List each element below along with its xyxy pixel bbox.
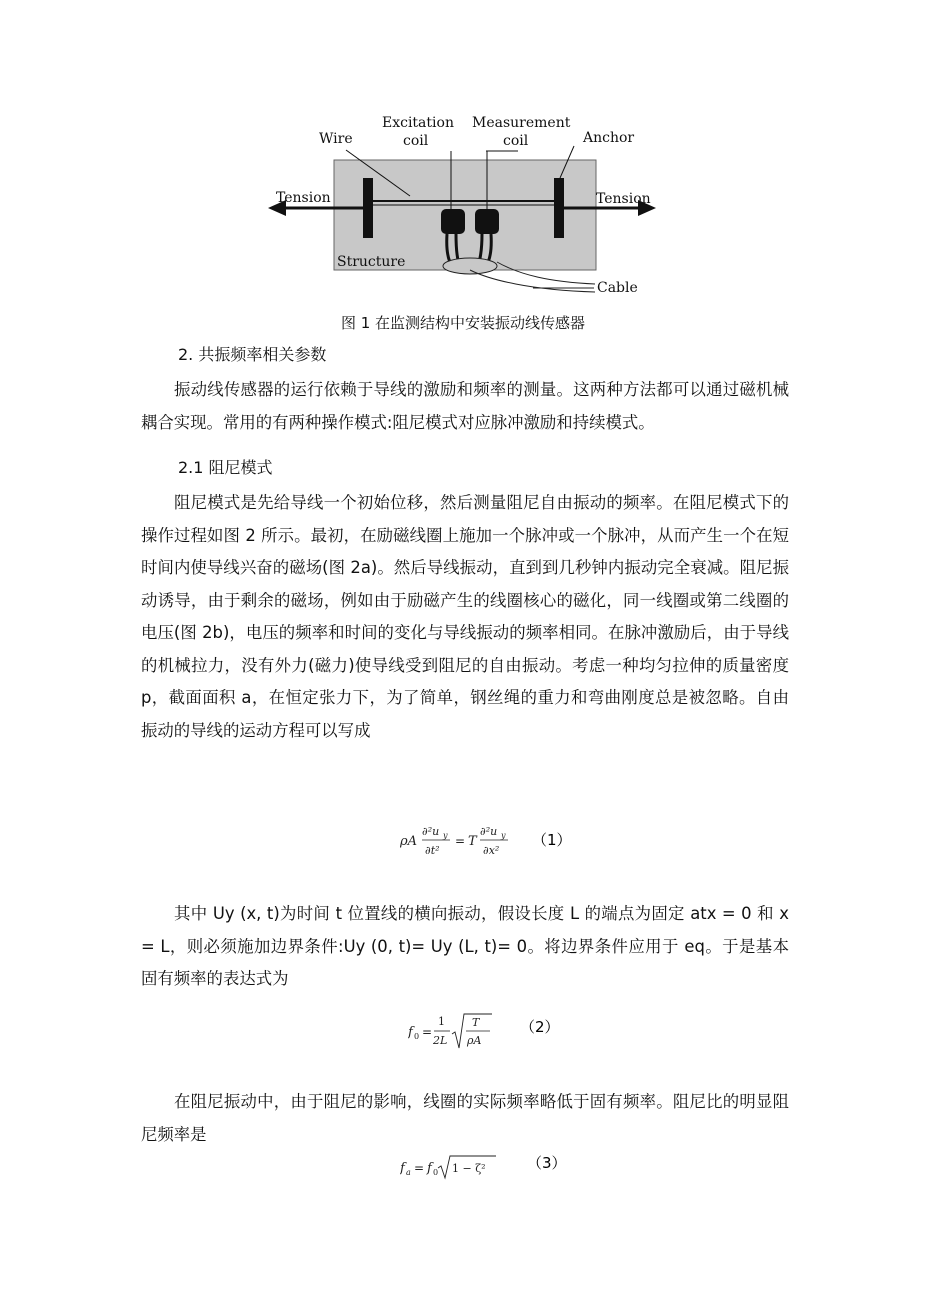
- svg-text:T: T: [468, 834, 477, 849]
- equation-1: [400, 818, 600, 862]
- section-heading-2-1: 2.1 阻尼模式: [178, 458, 273, 477]
- right-anchor: [554, 178, 564, 238]
- svg-text:∂²u: ∂²u: [422, 825, 440, 838]
- svg-text:1: 1: [438, 1015, 445, 1028]
- svg-text:=: =: [414, 1161, 425, 1175]
- label-tension-right: Tension: [596, 191, 651, 207]
- cable-line: [470, 270, 595, 292]
- svg-text:ρA: ρA: [467, 1034, 482, 1047]
- svg-text:2L: 2L: [433, 1034, 448, 1047]
- section-heading-2: 2. 共振频率相关参数: [178, 345, 327, 364]
- equation-2-number: （2）: [520, 1018, 560, 1036]
- svg-text:f: f: [400, 1161, 405, 1176]
- svg-text:=: =: [455, 834, 466, 848]
- label-excitation-coil: coil: [403, 133, 429, 149]
- svg-text:ρA: ρA: [400, 834, 418, 849]
- svg-text:∂x²: ∂x²: [483, 844, 500, 857]
- svg-text:0: 0: [414, 1032, 420, 1041]
- equation-2: [408, 1010, 588, 1054]
- cable-hole: [443, 258, 497, 274]
- equation-3: [400, 1150, 580, 1184]
- measurement-coil: [475, 209, 499, 234]
- left-anchor: [363, 178, 373, 238]
- svg-text:=: =: [422, 1025, 433, 1039]
- svg-text:a: a: [406, 1168, 411, 1177]
- svg-text:y: y: [501, 831, 506, 840]
- svg-text:∂t²: ∂t²: [425, 844, 440, 857]
- paragraph-boundary-conditions: 其中 Uy (x, t)为时间 t 位置线的横向振动，假设长度 L 的端点为固定 atx = 0 和 x = L，则必须施加边界条件:Uy (0, t)= Uy (L, t)= 0。将边界条件应用于 eq。于是基本固有频率的表达式为: [141, 904, 789, 988]
- label-anchor: Anchor: [583, 130, 635, 146]
- label-cable: Cable: [597, 280, 638, 296]
- label-measurement-coil: coil: [503, 133, 529, 149]
- equation-3-number: （3）: [527, 1154, 567, 1172]
- excitation-coil: [441, 209, 465, 234]
- label-wire: Wire: [319, 131, 353, 147]
- paragraph-damped-mode: 阻尼模式是先给导线一个初始位移，然后测量阻尼自由振动的频率。在阻尼模式下的操作过程如图 2 所示。最初，在励磁线圈上施加一个脉冲或一个脉冲，从而产生一个在短时间内使导线兴奋的磁场(图 2a)。然后导线振动，直到到几秒钟内振动完全衰减。阻尼振动诱导，由于剩余的磁场，例如由于励磁产生的线圈核心的磁化，同一线圈或第二线圈的电压(图 2b)，电压的频率和时间的变化与导线振动的频率相同。在脉冲激励后，由于导线的机械拉力，没有外力(磁力)使导线受到阻尼的自由振动。考虑一种均匀拉伸的质量密度 p，截面面积 a，在恒定张力下，为了简单，钢丝绳的重力和弯曲刚度总是被忽略。自由振动的导线的运动方程可以写成: [141, 493, 789, 740]
- sensor-installation-figure: [0, 0, 926, 330]
- svg-text:T: T: [472, 1016, 480, 1029]
- paragraph-resonance-intro: 振动线传感器的运行依赖于导线的激励和频率的测量。这两种方法都可以通过磁机械耦合实现。常用的有两种操作模式:阻尼模式对应脉冲激励和持续模式。: [141, 380, 789, 432]
- svg-text:1 − ζ²: 1 − ζ²: [452, 1162, 486, 1175]
- svg-text:∂²u: ∂²u: [480, 825, 498, 838]
- svg-text:f: f: [408, 1025, 413, 1040]
- svg-text:0: 0: [433, 1168, 439, 1177]
- label-measurement: Measurement: [472, 115, 571, 131]
- paragraph-damped-frequency: 在阻尼振动中，由于阻尼的影响，线圈的实际频率略低于固有频率。阻尼比的明显阻尼频率是: [141, 1092, 789, 1144]
- figure-caption: 图 1 在监测结构中安装振动线传感器: [340, 314, 586, 332]
- label-tension-left: Tension: [276, 190, 331, 206]
- label-excitation: Excitation: [382, 115, 454, 131]
- equation-1-number: （1）: [532, 831, 572, 849]
- svg-text:f: f: [427, 1161, 432, 1176]
- svg-text:y: y: [443, 831, 448, 840]
- label-structure: Structure: [337, 254, 406, 270]
